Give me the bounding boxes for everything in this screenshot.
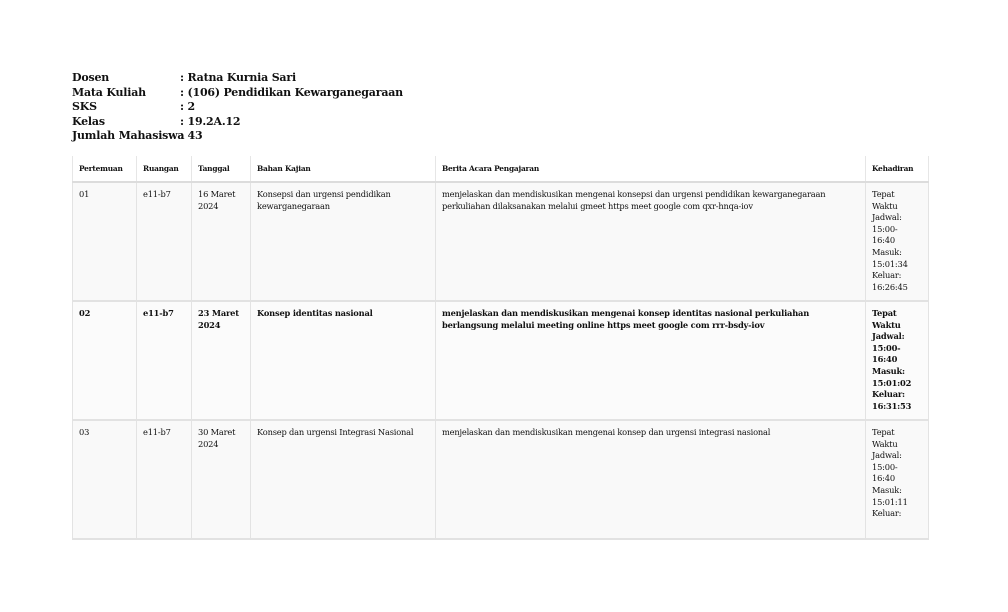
- attendance-table: [72, 156, 929, 540]
- kehadiran-line: Tepat: [872, 427, 895, 437]
- header-bahan-kajian: Bahan Kajian: [251, 156, 436, 182]
- kehadiran-line: Keluar:: [872, 389, 905, 400]
- header-berita-acara: Berita Acara Pengajaran: [436, 156, 866, 182]
- cell-kehadiran: [866, 301, 929, 420]
- kehadiran-line: 16:31:53: [872, 400, 912, 411]
- cell-bahan-kajian: Konsep dan urgensi Integrasi Nasional: [251, 420, 436, 539]
- info-row-mata-kuliah: [72, 86, 403, 101]
- kehadiran-line: Keluar:: [872, 270, 902, 281]
- table-row: [73, 420, 929, 539]
- info-label: SKS: [72, 100, 97, 113]
- kehadiran-line: 15:01:02: [872, 377, 912, 388]
- header-kehadiran: Kehadiran: [866, 156, 929, 182]
- cell-bahan-kajian: Konsep identitas nasional: [251, 301, 436, 420]
- kehadiran-line: Masuk:: [872, 246, 902, 257]
- kehadiran-line: Keluar:: [872, 508, 902, 519]
- header-ruangan: Ruangan: [137, 156, 192, 182]
- header-tanggal: Tanggal: [192, 156, 251, 182]
- kehadiran-line: 15:01:34: [872, 258, 908, 269]
- kehadiran-line: Waktu: [872, 200, 898, 211]
- kehadiran-line: Jadwal:: [872, 450, 902, 461]
- info-row-kelas: [72, 115, 403, 130]
- kehadiran-line: Waktu: [872, 319, 901, 330]
- info-value: : (106) Pendidikan Kewarganegaraan: [180, 85, 403, 99]
- cell-pertemuan: 03: [73, 420, 137, 539]
- kehadiran-line: 16:40: [872, 473, 895, 484]
- kehadiran-line: 15:01:11: [872, 496, 908, 507]
- course-info: [72, 71, 403, 144]
- cell-tanggal: 30 Maret 2024: [192, 420, 251, 539]
- kehadiran-line: 15:00-: [872, 461, 898, 472]
- kehadiran-line: 15:00-: [872, 342, 901, 353]
- cell-tanggal: 16 Maret 2024: [192, 182, 251, 301]
- kehadiran-line: 15:00-: [872, 223, 898, 234]
- info-row-sks: [72, 100, 403, 115]
- kehadiran-line: Waktu: [872, 438, 898, 449]
- info-label: Dosen: [72, 71, 110, 84]
- table-row: [73, 182, 929, 301]
- cell-berita-acara: menjelaskan dan mendiskusikan mengenai konsep dan urgensi integrasi nasional: [436, 420, 866, 539]
- kehadiran-line: 16:40: [872, 354, 898, 365]
- cell-tanggal: 23 Maret 2024: [192, 301, 251, 420]
- cell-pertemuan: 02: [73, 301, 137, 420]
- kehadiran-line: 16:26:45: [872, 281, 908, 292]
- info-value: : 2: [180, 100, 195, 113]
- cell-ruangan: e11-b7: [137, 182, 192, 301]
- cell-kehadiran: [866, 420, 929, 539]
- table-header-row: [73, 156, 929, 182]
- cell-ruangan: e11-b7: [137, 301, 192, 420]
- cell-berita-acara: menjelaskan dan mendiskusikan mengenai konsep identitas nasional perkuliahan berlangsung melalui meeting online https meet google com rrr-bsdy-iov: [436, 301, 866, 420]
- kehadiran-line: Masuk:: [872, 484, 902, 495]
- info-value: : Ratna Kurnia Sari: [180, 71, 296, 84]
- kehadiran-line: Tepat: [872, 308, 897, 318]
- info-label: Kelas: [72, 114, 105, 128]
- info-label: Jumlah Mahasiswa: [72, 129, 185, 142]
- cell-pertemuan: 01: [73, 182, 137, 301]
- kehadiran-line: Jadwal:: [872, 331, 905, 342]
- cell-bahan-kajian: Konsepsi dan urgensi pendidikan kewarganegaraan: [251, 182, 436, 301]
- header-pertemuan: Pertemuan: [73, 156, 137, 182]
- cell-berita-acara: menjelaskan dan mendiskusikan mengenai konsepsi dan urgensi pendidikan kewarganegaraan perkuliahan dilaksanakan melalui gmeet https meet google com qxr-hnqa-iov: [436, 182, 866, 301]
- kehadiran-line: Tepat: [872, 189, 895, 199]
- kehadiran-line: 16:40: [872, 235, 895, 246]
- cell-kehadiran: [866, 182, 929, 301]
- info-value: : 19.2A.12: [180, 114, 241, 128]
- info-row-jumlah-mahasiswa: [72, 129, 403, 144]
- kehadiran-line: Masuk:: [872, 365, 905, 376]
- info-row-dosen: [72, 71, 403, 86]
- cell-ruangan: e11-b7: [137, 420, 192, 539]
- info-value: : 43: [180, 129, 203, 142]
- table-row: [73, 301, 929, 420]
- kehadiran-line: Jadwal:: [872, 212, 902, 223]
- info-label: Mata Kuliah: [72, 85, 146, 99]
- attendance-table-wrapper: [72, 156, 928, 540]
